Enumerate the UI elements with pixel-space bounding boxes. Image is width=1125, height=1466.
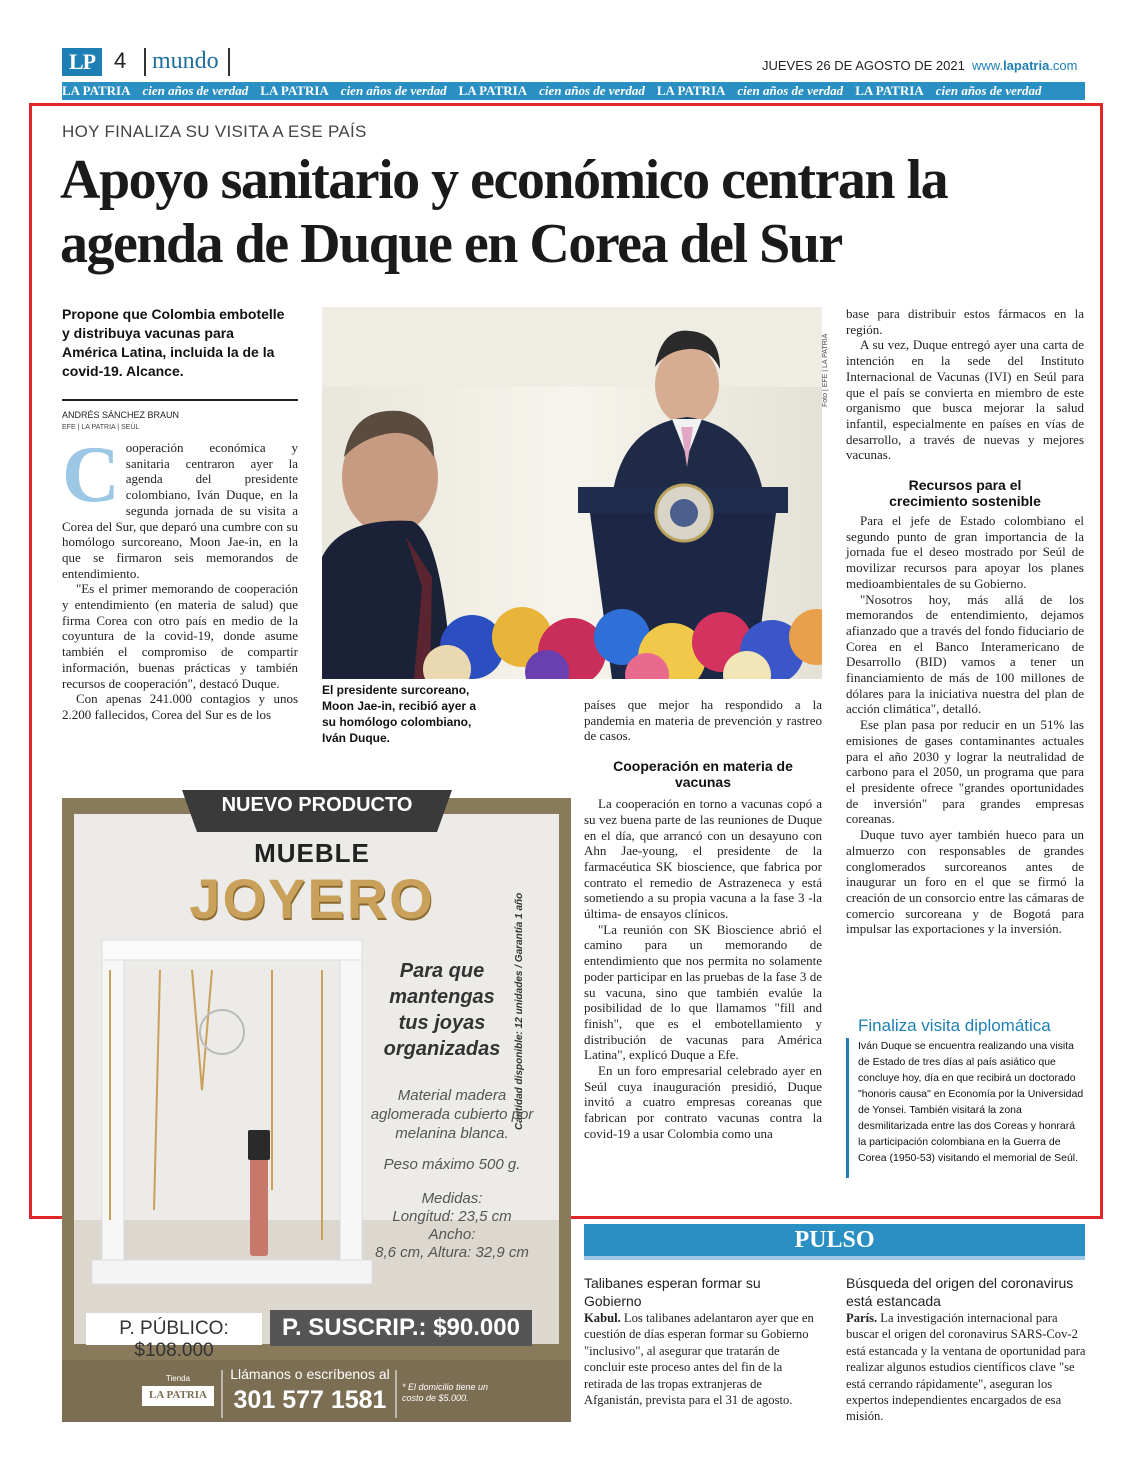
divider: [62, 399, 298, 401]
paragraph: "Nosotros hoy, más allá de los memorandos de entendimiento, dejamos afianzado que a través del fondo fiduciario de Corea en el Banco Interamericano de Desarrollo (BID) vamos a tener un financiamiento de más de 100 millones de dólares para la iniciativa nuestra del plan de acción climática", detalló.: [846, 591, 1084, 717]
ad-weight: Peso máximo 500 g.: [383, 1156, 521, 1173]
paragraph: Duque tuvo ayer también hueco para un almuerzo con responsables de grandes conglomerados surcoreanos antes de inaugurar un foro en el que se firmó la creación de un consorcio entre las cámaras de comercio surcoreana y de Bogotá para impulsar las exportaciones y la inversión.: [846, 827, 1084, 937]
section-subheading: Cooperación en materia de vacunas: [613, 758, 793, 791]
site-prefix: www.: [972, 58, 1004, 73]
pulso-item-title: Búsqueda del origen del coronavirus está estancada: [846, 1275, 1074, 1309]
agency-byline: EFE | LA PATRIA | SEÚL: [62, 424, 140, 431]
banner-brand: LA PATRIA: [855, 83, 924, 98]
paragraph: Para el jefe de Estado colombiano el segundo punto de gran importancia de la jornada fue el deseo mostrado por Seúl de movilizar recursos para apoyar los planes medioambientales de su Gobierno.: [846, 513, 1084, 591]
divider: [228, 48, 230, 76]
pulso-item-body: [846, 1310, 1086, 1425]
article-photo: [322, 307, 822, 679]
paragraph: Con apenas 241.000 contagios y unos 2.200 fallecidos, Corea del Sur es de los: [62, 691, 298, 722]
infobox-title: Finaliza visita diplomática: [858, 1016, 1051, 1035]
ad-store-label: Tienda: [165, 1374, 191, 1383]
pulso-item: [846, 1274, 1086, 1425]
article-kicker: HOY FINALIZA SU VISITA A ESE PAÍS: [62, 122, 367, 141]
paragraph: ooperación económica y sanitaria centraron ayer la agenda del presidente colombiano, Iván Duque, en la segunda jornada de su visita a Corea del Sur, que deparó una cumbre con su homólogo surcoreano, Moon Jae-in, en la que se firmaron seis memorandos de entendimiento.: [62, 440, 298, 581]
site-domain: lapatria: [1003, 58, 1050, 73]
article-headline: Apoyo sanitario y económico centran la agenda de Duque en Corea del Sur: [60, 149, 948, 275]
ad-measures-length: Longitud: 23,5 cm: [392, 1208, 512, 1225]
website-link[interactable]: [972, 58, 1077, 73]
paragraph: "La reunión con SK Bioscience abrió el camino para un memorando de entendimiento que nos permita no solamente poder participar en las pruebas de la fase 3 de su vacuna, sino que también evalúe la posibilidad de lo que llamamos "fill and finish", que es el embotellamiento y distribución de vacunas para América Latina", explicó Duque a Efe.: [584, 921, 822, 1063]
paragraph: "Es el primer memorando de cooperación y entendimiento (en materia de salud) que firma Corea con otro país en medio de la coyuntura de la covid-19, donde asume también el compromiso de compartir información, buenas prácticas y también recursos de cooperación", destacó Duque.: [62, 581, 298, 691]
pulso-item-place: París.: [846, 1311, 878, 1325]
drop-cap: C: [62, 431, 120, 519]
issue-date: JUEVES 26 DE AGOSTO DE 2021: [762, 58, 965, 73]
ad-store-logo: LA PATRIA: [149, 1389, 207, 1401]
pulso-item-text: La investigación internacional para buscar el origen del coronavirus SARS-Cov-2 está estancada y la ventana de oportunidad para realizar algunos estudios científicos clave "se está cerrando rápidamente", aseguran los expertos independientes encargados de esa misión.: [846, 1311, 1086, 1424]
article-column-2: [584, 697, 822, 1142]
paragraph: base para distribuir estos fármacos en la región.: [846, 306, 1084, 337]
banner-slogan: cien años de verdad: [737, 83, 844, 98]
pulso-item: [584, 1274, 822, 1408]
ad-price-public: P. PÚBLICO: $108.000: [119, 1318, 229, 1361]
ad-tagline: Para que mantengas tus joyas organizadas: [383, 960, 501, 1060]
ad-measures: [352, 1190, 552, 1262]
photo-illustration: [322, 307, 822, 679]
article-column-3: [846, 306, 1084, 937]
banner-slogan: cien años de verdad: [340, 83, 447, 98]
advertisement[interactable]: [62, 790, 571, 1422]
paragraph: Ese plan pasa por reducir en un 51% las emisiones de gases contaminantes actuales para el año 2030 y lograr la neutralidad de carbono para el 2050, un programa que para el presidente ofrece "grandes oportunidades de inversión" para grandes empresas coreanas.: [846, 717, 1084, 827]
ad-contact-label: Llámanos o escríbenos al: [230, 1366, 390, 1382]
banner-slogan: cien años de verdad: [142, 83, 249, 98]
banner-brand: LA PATRIA: [260, 83, 329, 98]
ad-measures-label: Medidas:: [421, 1190, 483, 1207]
brand-banner: [62, 82, 1085, 100]
infobox-text: Iván Duque se encuentra realizando una visita de Estado de tres días al país asiático que concluye hoy, día en que recibirá un doctorado "honoris causa" en Economía por la Universidad de Yonsei. También visitará la zona desmilitarizada entre las dos Coreas y honrará la participación colombiana en la Guerra de Corea (1950-53) visitando el memorial de Seúl.: [846, 1038, 1084, 1178]
pulso-header: PULSO: [584, 1224, 1085, 1260]
pulso-item-text: Los talibanes adelantaron ayer que en cuestión de días esperan formar su Gobierno "inclusivo", al asegurar que tratarán de concluir este proceso antes del fin de la retirada de las tropas extranjeras de Afganistán, prevista para el 31 de agosto.: [584, 1311, 814, 1408]
article-deck: Propone que Colombia embotelle y distribuya vacunas para América Latina, incluida la de la covid-19. Alcance.: [62, 306, 285, 379]
ad-title-main: JOYERO: [189, 867, 435, 930]
ad-phone[interactable]: 301 577 1581: [233, 1386, 387, 1414]
photo-credit: Foto | EFE | LA PATRIA: [822, 333, 829, 407]
divider: [144, 48, 146, 76]
ad-title-top: MUEBLE: [254, 838, 370, 868]
ad-delivery-note: * El domicilio tiene un costo de $5.000.: [402, 1382, 489, 1403]
banner-slogan: cien años de verdad: [539, 83, 645, 98]
paragraph: La cooperación en torno a vacunas copó a su vez buena parte de las reuniones de Duque en el día, que arrancó con un desayuno con Ahn Jae-young, el presidente de la farmacéutica SK bioscience, que fabrica por contrato el remedio de Astrazeneca y está sometiendo a su propia vacuna a la fase 3 -la última- de ensayos clínicos.: [584, 796, 822, 922]
page-number: 4: [114, 48, 127, 73]
author-byline: ANDRÉS SÁNCHEZ BRAUN: [62, 410, 180, 420]
pulso-item-place: Kabul.: [584, 1311, 621, 1325]
pulso-item-body: [584, 1310, 822, 1408]
banner-slogan: cien años de verdad: [935, 83, 1042, 98]
photo-caption: El presidente surcoreano, Moon Jae-in, recibió ayer a su homólogo colombiano, Iván Duque.: [322, 683, 477, 745]
ad-price-subscriber: P. SUSCRIP.: $90.000: [282, 1314, 520, 1341]
ad-availability-note: Cantidad disponible: 12 unidades / Garantía 1 año: [514, 892, 525, 1130]
banner-brand: LA PATRIA: [62, 83, 131, 98]
paragraph: En un foro empresarial celebrado ayer en Seúl cuya inauguración presidió, Duque invitó a cuatro empresas coreanas que fabrican por contrato vacunas contra la covid-19 a usar Colombia como una: [584, 1063, 822, 1141]
ad-measures-height: 8,6 cm, Altura: 32,9 cm: [375, 1244, 529, 1261]
site-suffix: .com: [1049, 58, 1078, 73]
ad-measures-width: Ancho:: [428, 1226, 476, 1243]
pulso-item-title: Talibanes esperan formar su Gobierno: [584, 1275, 761, 1309]
banner-brand: LA PATRIA: [458, 83, 528, 98]
ad-material: Material madera aglomerada cubierto por melanina blanca.: [370, 1087, 534, 1142]
ad-badge: NUEVO PRODUCTO: [221, 794, 413, 816]
paragraph: A su vez, Duque entregó ayer una carta de intención en la sede del Instituto Internacional de Vacunas (IVI) en Seúl para que el país se convierta en miembro de este organismo que busca mejorar la salud infantil, especialmente en países en vías de desarrollo, a través de nuevas y mejores vacunas.: [846, 337, 1084, 463]
paragraph: países que mejor ha respondido a la pandemia en materia de prevención y rastreo de casos.: [584, 697, 822, 744]
section-subheading: Recursos para el crecimiento sostenible: [889, 477, 1041, 510]
section-name: mundo: [152, 48, 219, 74]
banner-brand: LA PATRIA: [656, 83, 726, 98]
article-column-1: [62, 431, 298, 723]
newspaper-logo: LP: [62, 48, 102, 76]
